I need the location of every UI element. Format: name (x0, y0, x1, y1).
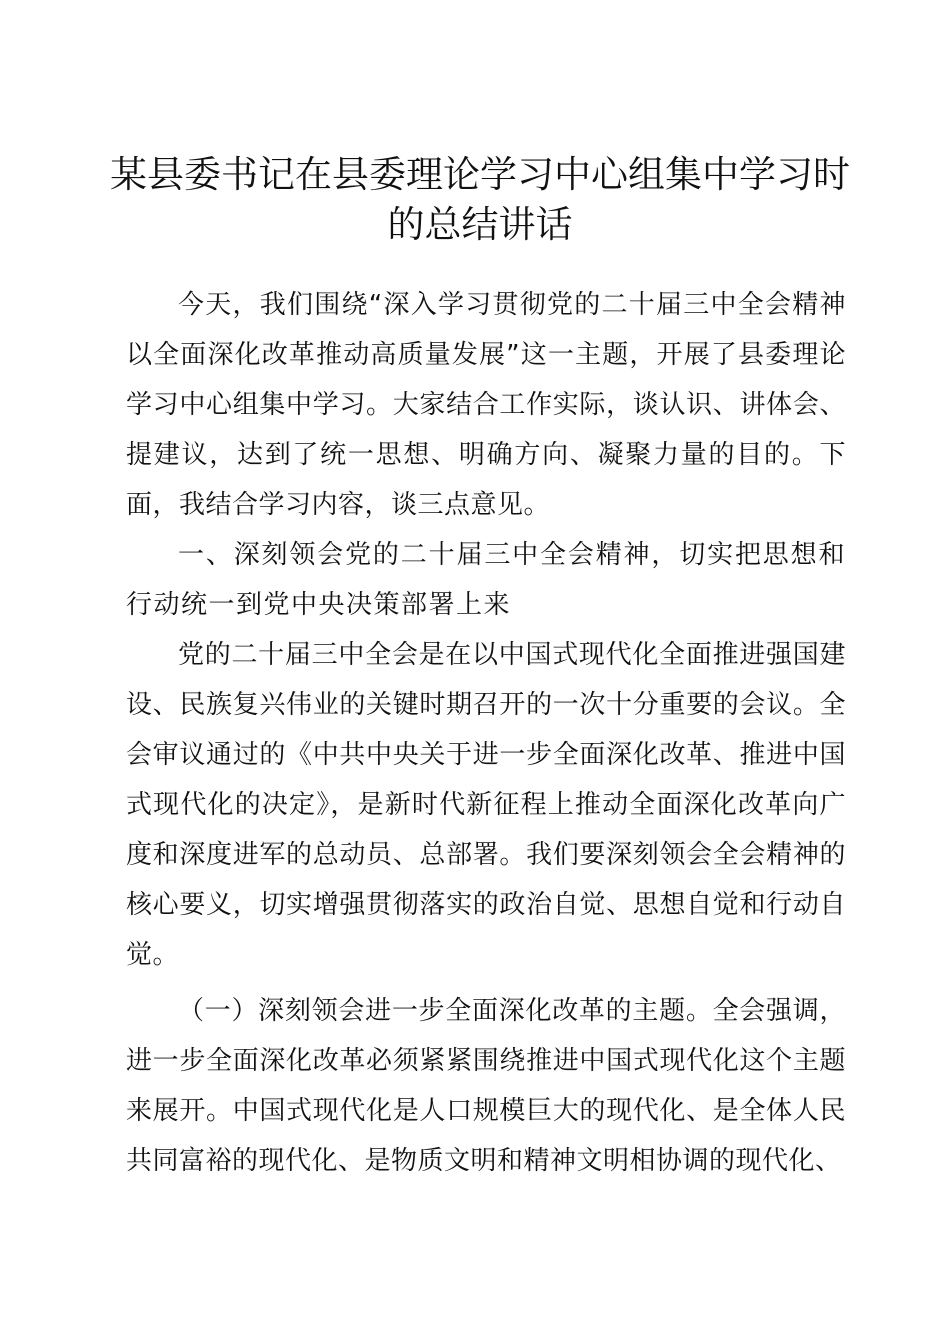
section-heading-1: 一、深刻领会党的二十届三中全会精神，切实把思想和行动统一到党中央决策部署上来 (126, 540, 846, 620)
subsection-paragraph-1: （一）深刻领会进一步全面深化改革的主题。全会强调，进一步全面深化改革必须紧紧围绕推进中国式现代化这个主题来展开。中国式现代化是人口规模巨大的现代化、是全体人民共同富裕的现代化、是物质文明和精神文明相协调的现代化、 (126, 996, 846, 1176)
intro-paragraph: 今天，我们围绕“深入学习贯彻党的二十届三中全会精神以全面深化改革推动高质量发展”这一主题，开展了县委理论学习中心组集中学习。大家结合工作实际，谈认识、讲体会、提建议，达到了统一思想、明确方向、凝聚力量的目的。下面，我结合学习内容，谈三点意见。 (126, 290, 846, 520)
document-body (126, 280, 846, 1186)
body-paragraph: 党的二十届三中全会是在以中国式现代化全面推进强国建设、民族复兴伟业的关键时期召开的一次十分重要的会议。全会审议通过的《中共中央关于进一步全面深化改革、推进中国式现代化的决定》，是新时代新征程上推动全面深化改革向广度和深度进军的总动员、总部署。我们要深刻领会全会精神的核心要义，切实增强贯彻落实的政治自觉、思想自觉和行动自觉。 (126, 640, 846, 970)
document-title: 某县委书记在县委理论学习中心组集中学习时的总结讲话 (110, 153, 850, 246)
